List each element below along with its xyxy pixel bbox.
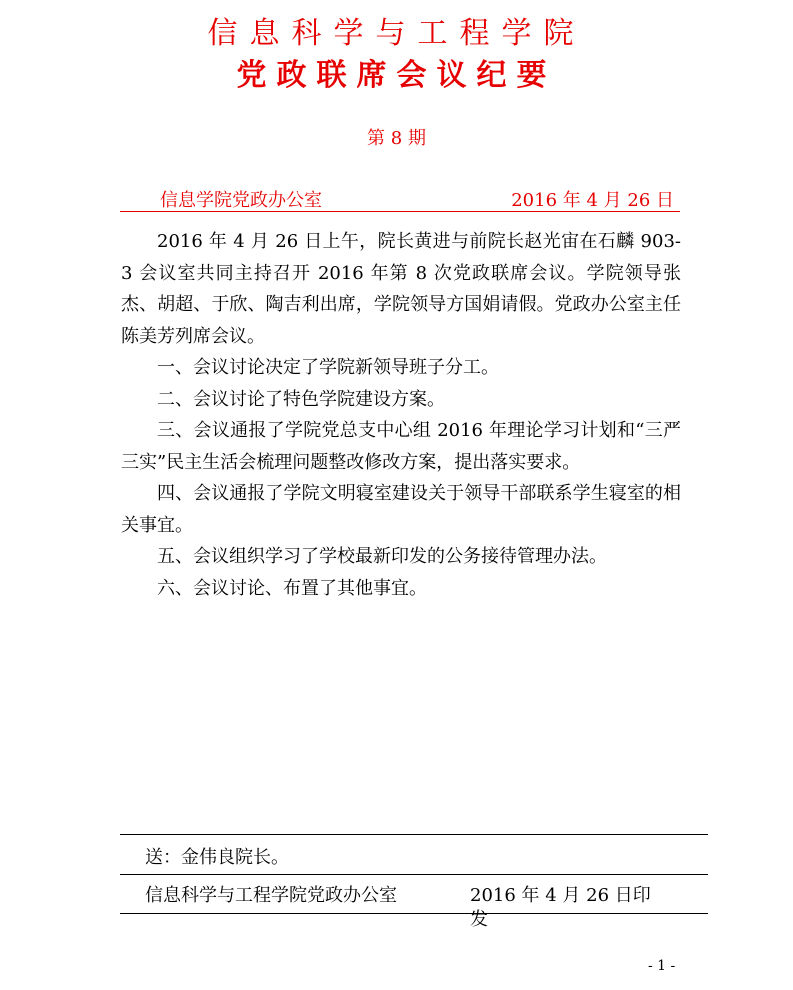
minutes-body: [121, 226, 681, 604]
item-paragraph: 六、会议讨论、布置了其他事宜。: [157, 577, 427, 599]
footer-rule-top: [120, 834, 708, 835]
page-number: - 1 -: [648, 958, 676, 974]
item-paragraph: 五、会议组织学习了学校最新印发的公务接待管理办法。: [157, 546, 607, 567]
org-title: 信息科学与工程学院: [207, 16, 586, 51]
document-title: 党政联席会议纪要: [236, 58, 557, 93]
item-paragraph: 一、会议讨论决定了学院新领导班子分工。: [157, 357, 499, 378]
item-paragraph: 三、会议通报了学院党总支中心组 2016 年理论学习计划和“三严三实”民主生活会梳理问题整改修改方案，提出落实要求。: [121, 420, 681, 473]
print-org: 信息科学与工程学院党政办公室: [145, 885, 397, 906]
cc-recipient: 送：金伟良院长。: [145, 847, 289, 868]
footer-rule-middle: [120, 874, 708, 875]
print-date: 2016 年 4 月 26 日印发: [470, 885, 651, 930]
item-paragraph: 二、会议讨论了特色学院建设方案。: [157, 388, 445, 410]
issue-number: 第 8 期: [367, 128, 426, 149]
issuer-name: 信息学院党政办公室: [160, 190, 322, 211]
item-paragraph: 四、会议通报了学院文明寝室建设关于领导干部联系学生寝室的相关事宜。: [121, 483, 681, 536]
red-divider: [120, 211, 680, 212]
intro-paragraph: 2016 年 4 月 26 日上午，院长黄进与前院长赵光宙在石麟 903-3 会议室共同主持召开 2016 年第 8 次党政联席会议。学院领导张杰、胡超、于欣、陶吉利出席，学院领导方国娟请假。党政办公室主任陈美芳列席会议。: [121, 231, 681, 347]
footer-rule-bottom: [120, 913, 708, 914]
issue-date: 2016 年 4 月 26 日: [511, 190, 674, 211]
